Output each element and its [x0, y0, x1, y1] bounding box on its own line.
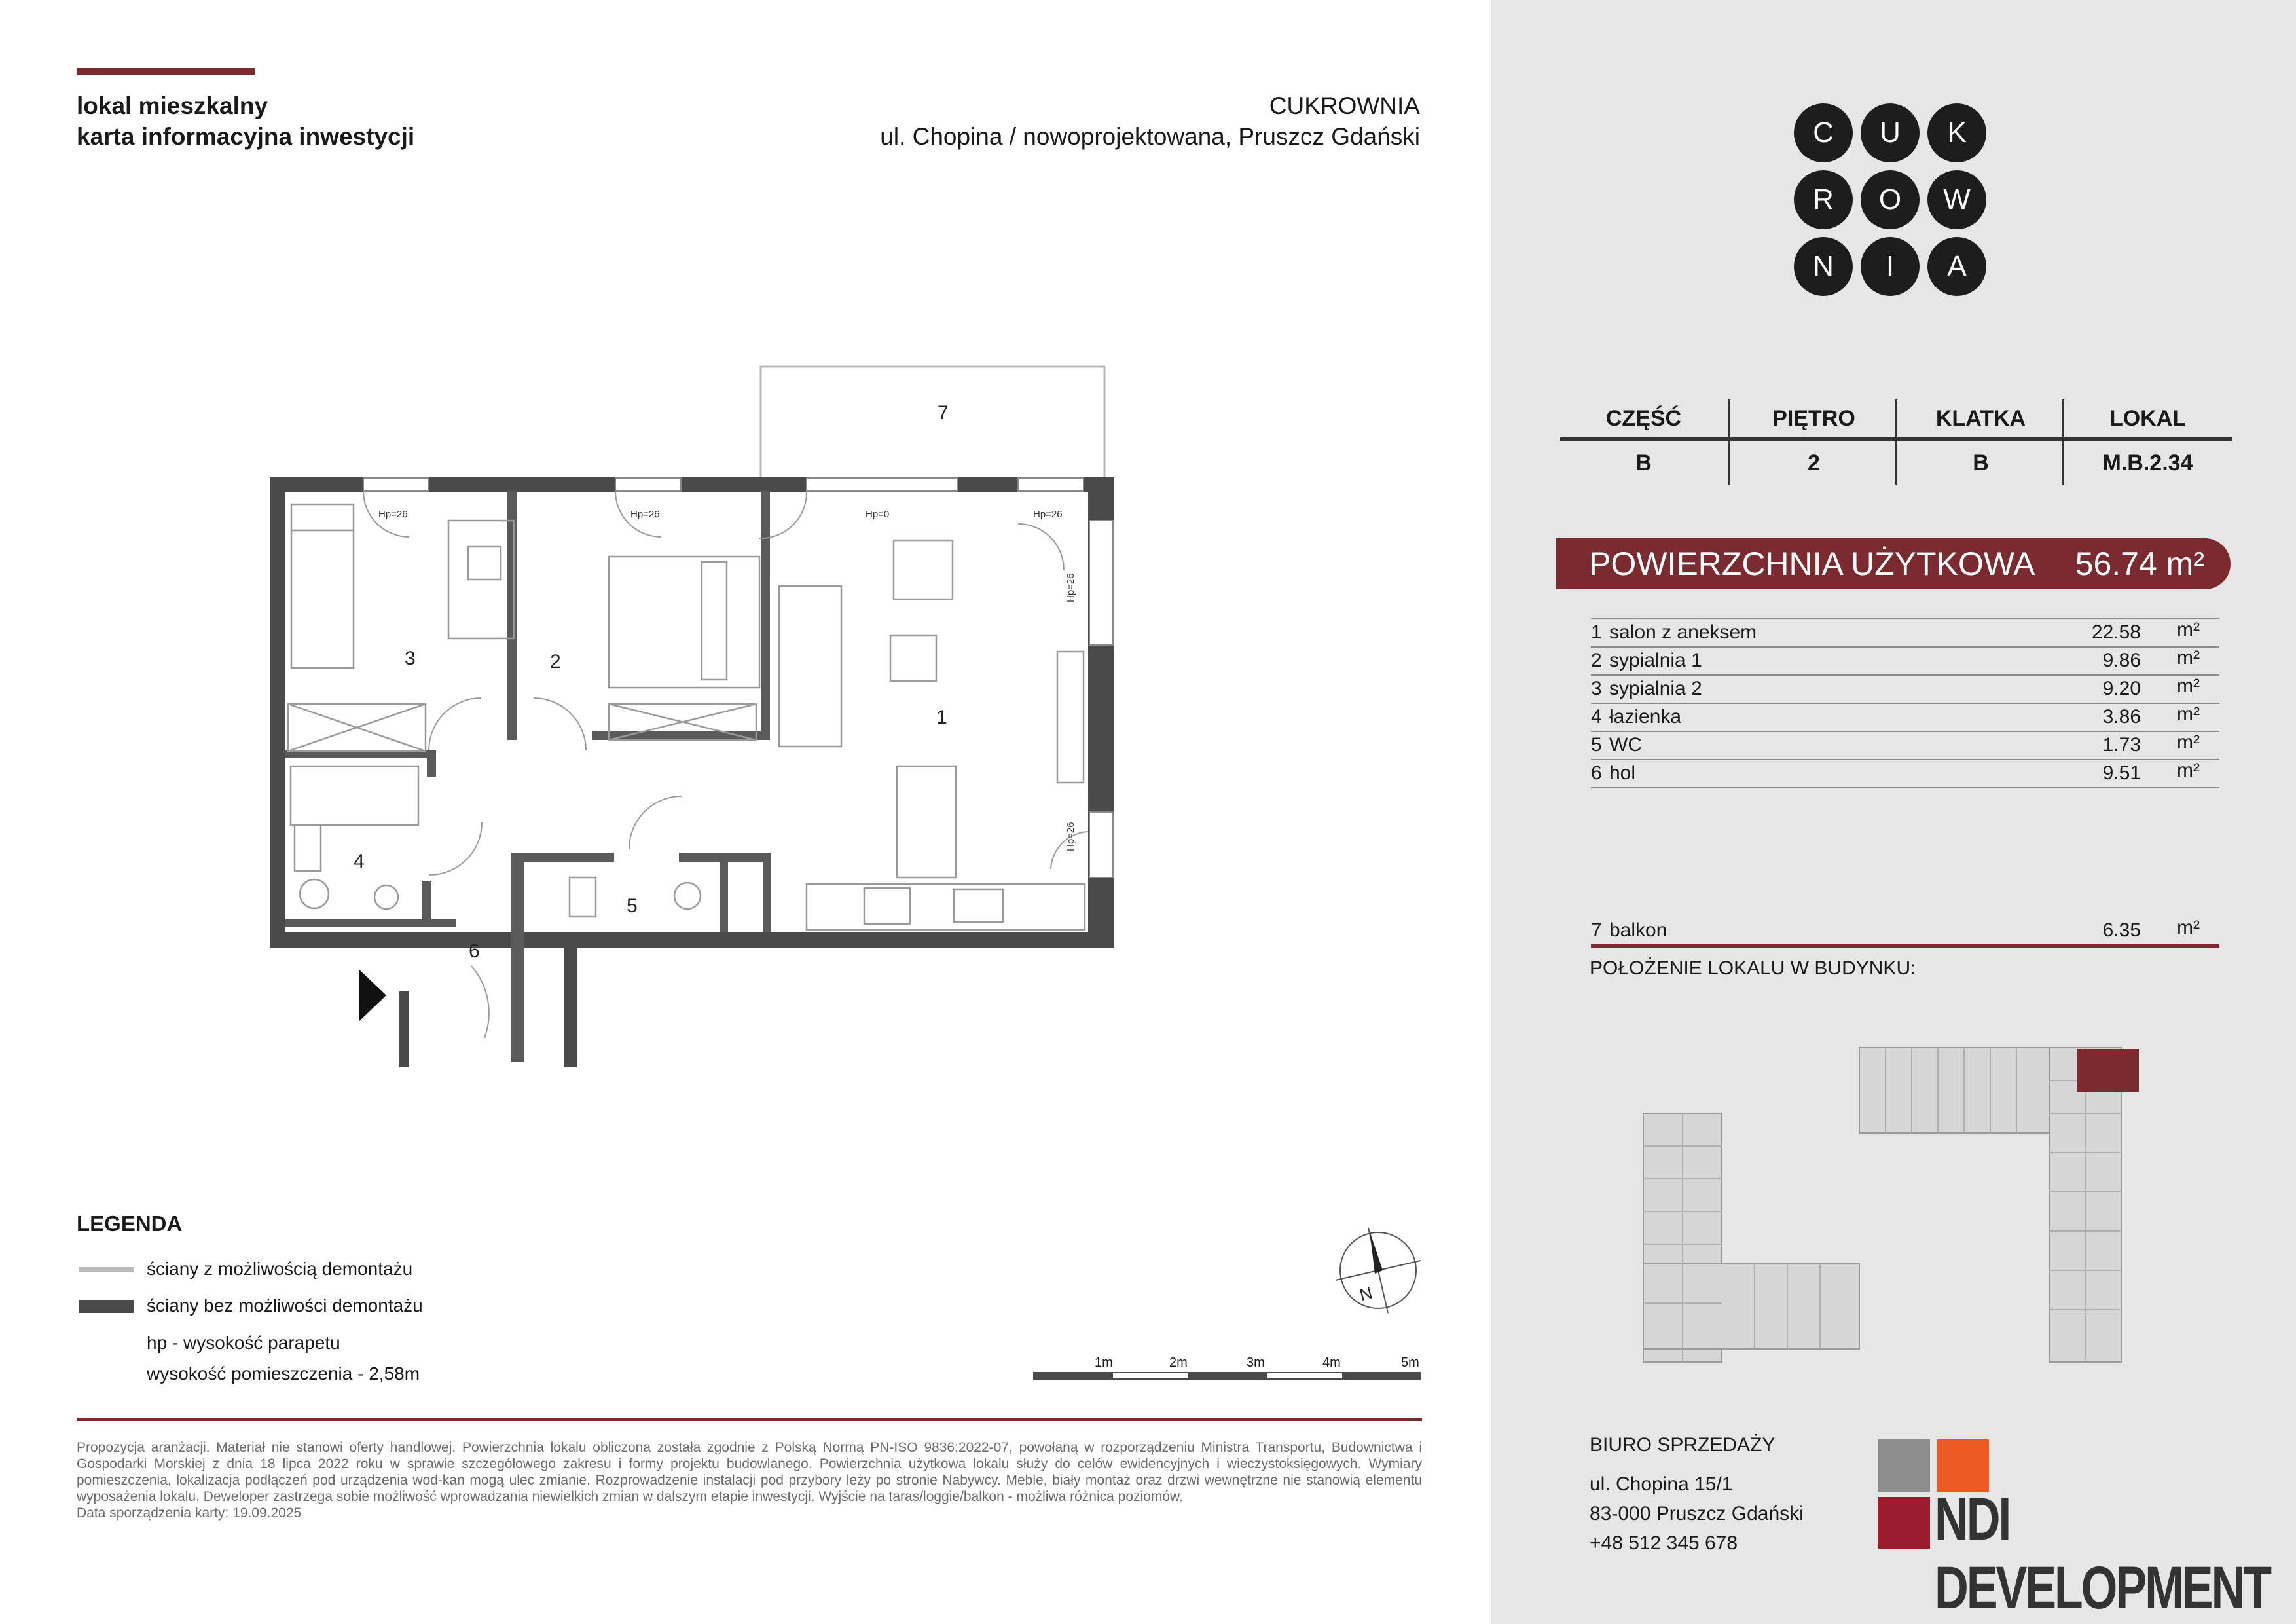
room-area: 6.35 [2102, 919, 2141, 941]
room-number: 5 [1591, 734, 1602, 756]
room-unit: m² [2177, 917, 2200, 938]
document-title [77, 90, 414, 152]
logo-letter: U [1861, 103, 1920, 162]
sales-title: BIURO SPRZEDAŻY [1590, 1434, 1776, 1456]
logo-square-red [1878, 1497, 1930, 1549]
room-number: 6 [1591, 762, 1602, 784]
logo-letter: C [1794, 103, 1853, 162]
room-number-label: 7 [938, 402, 949, 424]
scale-label: 1m [1095, 1356, 1113, 1370]
logo-square-orange [1937, 1439, 1989, 1492]
header-floor: PIĘTRO [1772, 406, 1855, 431]
room-name: balkon [1609, 919, 1667, 941]
compass [1329, 1221, 1427, 1320]
logo-letter: W [1927, 170, 1986, 229]
legend-item: ściany z możliwością demontażu [147, 1259, 413, 1279]
value-part: B [1635, 451, 1652, 475]
card-date: Data sporządzenia karty: 19.09.2025 [77, 1505, 302, 1521]
room-name: salon z aneksem [1609, 621, 1757, 643]
room-name: hol [1609, 762, 1636, 784]
room-number-label: 5 [627, 895, 638, 917]
title-line-2: karta informacyjna inwestycji [77, 123, 415, 150]
north-label: N [1357, 1282, 1375, 1305]
room-unit: m² [2177, 675, 2200, 697]
list-item [1591, 647, 2219, 676]
balcony-outline [761, 367, 1104, 485]
room-number: 7 [1591, 919, 1602, 941]
room-number-label: 2 [550, 651, 561, 673]
room-name: sypialnia 2 [1609, 678, 1702, 699]
north-arrow-icon [1370, 1231, 1383, 1274]
demountable-wall-swatch [79, 1267, 134, 1272]
usable-area-label: POWIERZCHNIA UŻYTKOWA [1589, 545, 2035, 582]
project-address: ul. Chopina / nowoprojektowana, Pruszcz Gdański [880, 123, 1420, 150]
sales-city: 83-000 Pruszcz Gdański [1590, 1503, 1804, 1524]
room-name: łazienka [1609, 706, 1682, 728]
room-name: WC [1609, 734, 1642, 756]
scale-label: 2m [1169, 1356, 1188, 1370]
scale-label: 4m [1322, 1356, 1341, 1370]
room-unit: m² [2177, 760, 2200, 781]
list-item [1591, 760, 2219, 788]
list-item [1591, 675, 2219, 704]
logo-letter: A [1927, 237, 1986, 296]
header-staircase: KLATKA [1935, 406, 2026, 431]
windows [363, 478, 1113, 877]
entrance-arrow-icon [359, 969, 386, 1022]
floor-plan [262, 360, 1146, 1067]
sales-street: ul. Chopina 15/1 [1590, 1473, 1733, 1495]
load-bearing-walls [270, 477, 1114, 1067]
disclaimer [77, 1439, 1422, 1521]
building-wing-bottom [1643, 1264, 1859, 1349]
legend-item: ściany bez możliwości demontażu [147, 1295, 423, 1316]
sill-label: Hp=26 [1065, 573, 1076, 602]
room-number-label: 4 [354, 851, 365, 872]
room-area: 9.51 [2102, 762, 2141, 784]
scale-label: 3m [1247, 1356, 1265, 1370]
legend-item: hp - wysokość parapetu [147, 1333, 340, 1353]
project-name: CUKROWNIA [1269, 92, 1420, 119]
logo-square-gray [1878, 1439, 1930, 1492]
room-area: 3.86 [2102, 706, 2141, 728]
developer-name: NDI DEVELOPMENT [1935, 1486, 2270, 1621]
sales-phone: +48 512 345 678 [1590, 1532, 1738, 1554]
sill-label: Hp=26 [1065, 822, 1076, 851]
header-unit: LOKAL [2109, 406, 2187, 431]
room-area: 9.86 [2102, 650, 2141, 671]
room-number-label: 3 [405, 648, 416, 669]
sill-label: Hp=26 [630, 509, 660, 520]
disclaimer-text: Propozycja aranżacji. Materiał nie stanowi oferty handlowej. Powierzchnia lokalu obliczona została zgodnie z Polską Normą PN-ISO 9836:2022-07, powołaną w rozporządzeniu Ministra Transportu, Budownictwa i Gospodarki Morskiej z dnia 18 lipca 2022 roku w sprawie szczegółowego zakresu i formy projektu budowlanego. Powierzchnia użytkowa lokalu służy do celów ewidencyjnych i wieczystoksięgowych. Wymiary pomieszczenia, lokalizacja podłączeń pod urządzenia wod-kan mogą ulec zmianie. Rozprowadzenie instalacji pod przybory leży po stronie Nabywcy. Meble, biały montaż oraz drzwi wewnętrzne nie stanowią elementu wyposażenia lokalu. Deweloper zastrzega sobie możliwość wprowadzania niewielkich zmian w dalszym etapie inwestycji. Wyjście na taras/loggie/balkon - możliwa różnica poziomów. [77, 1440, 1422, 1504]
header-part: CZĘŚĆ [1605, 406, 1682, 431]
value-staircase: B [1973, 451, 1989, 475]
room-area: 22.58 [2091, 621, 2141, 643]
scale-label: 5m [1401, 1356, 1419, 1370]
room-number: 3 [1591, 678, 1602, 699]
structural-wall-swatch [79, 1300, 134, 1313]
value-floor: 2 [1808, 451, 1820, 475]
logo-letter: N [1794, 237, 1853, 296]
room-number: 1 [1591, 621, 1602, 643]
list-item [1591, 731, 2219, 760]
room-area: 1.73 [2102, 734, 2141, 756]
furniture [288, 504, 1085, 930]
building-key-plan [1624, 1041, 2160, 1369]
location-label: POŁOŻENIE LOKALU W BUDYNKU: [1590, 957, 1916, 979]
logo-letter: R [1794, 170, 1853, 229]
sill-label: Hp=0 [866, 509, 890, 520]
list-item [1591, 703, 2219, 732]
room-number: 2 [1591, 650, 1602, 671]
room-name: sypialnia 1 [1609, 650, 1702, 671]
room-number: 4 [1591, 706, 1602, 728]
room-number-label: 6 [469, 940, 480, 962]
room-area: 9.20 [2102, 678, 2141, 699]
sill-label: Hp=26 [378, 509, 408, 520]
room-unit: m² [2177, 703, 2200, 725]
logo-letter: I [1861, 237, 1920, 296]
unit-location-highlight [2077, 1049, 2139, 1092]
room-number-label: 1 [936, 707, 947, 728]
value-unit: M.B.2.34 [2102, 451, 2193, 475]
logo-letter: K [1927, 103, 1986, 162]
project-header [880, 90, 1420, 152]
usable-area-value: 56.74 m² [2075, 545, 2204, 582]
accent-bar [77, 68, 255, 75]
title-line-1: lokal mieszkalny [77, 92, 268, 119]
legend-title: LEGENDA [77, 1211, 183, 1236]
legend-item: wysokość pomieszczenia - 2,58m [147, 1363, 420, 1384]
footer-rule [77, 1418, 1422, 1421]
room-unit: m² [2177, 619, 2200, 640]
room-unit: m² [2177, 647, 2200, 669]
balcony-row [1591, 917, 2219, 948]
sill-label: Hp=26 [1033, 509, 1063, 520]
logo-letter: O [1861, 170, 1920, 229]
interior-walls [285, 491, 771, 1062]
list-item [1591, 619, 2219, 648]
usable-area-banner [1556, 538, 2231, 589]
room-unit: m² [2177, 731, 2200, 753]
